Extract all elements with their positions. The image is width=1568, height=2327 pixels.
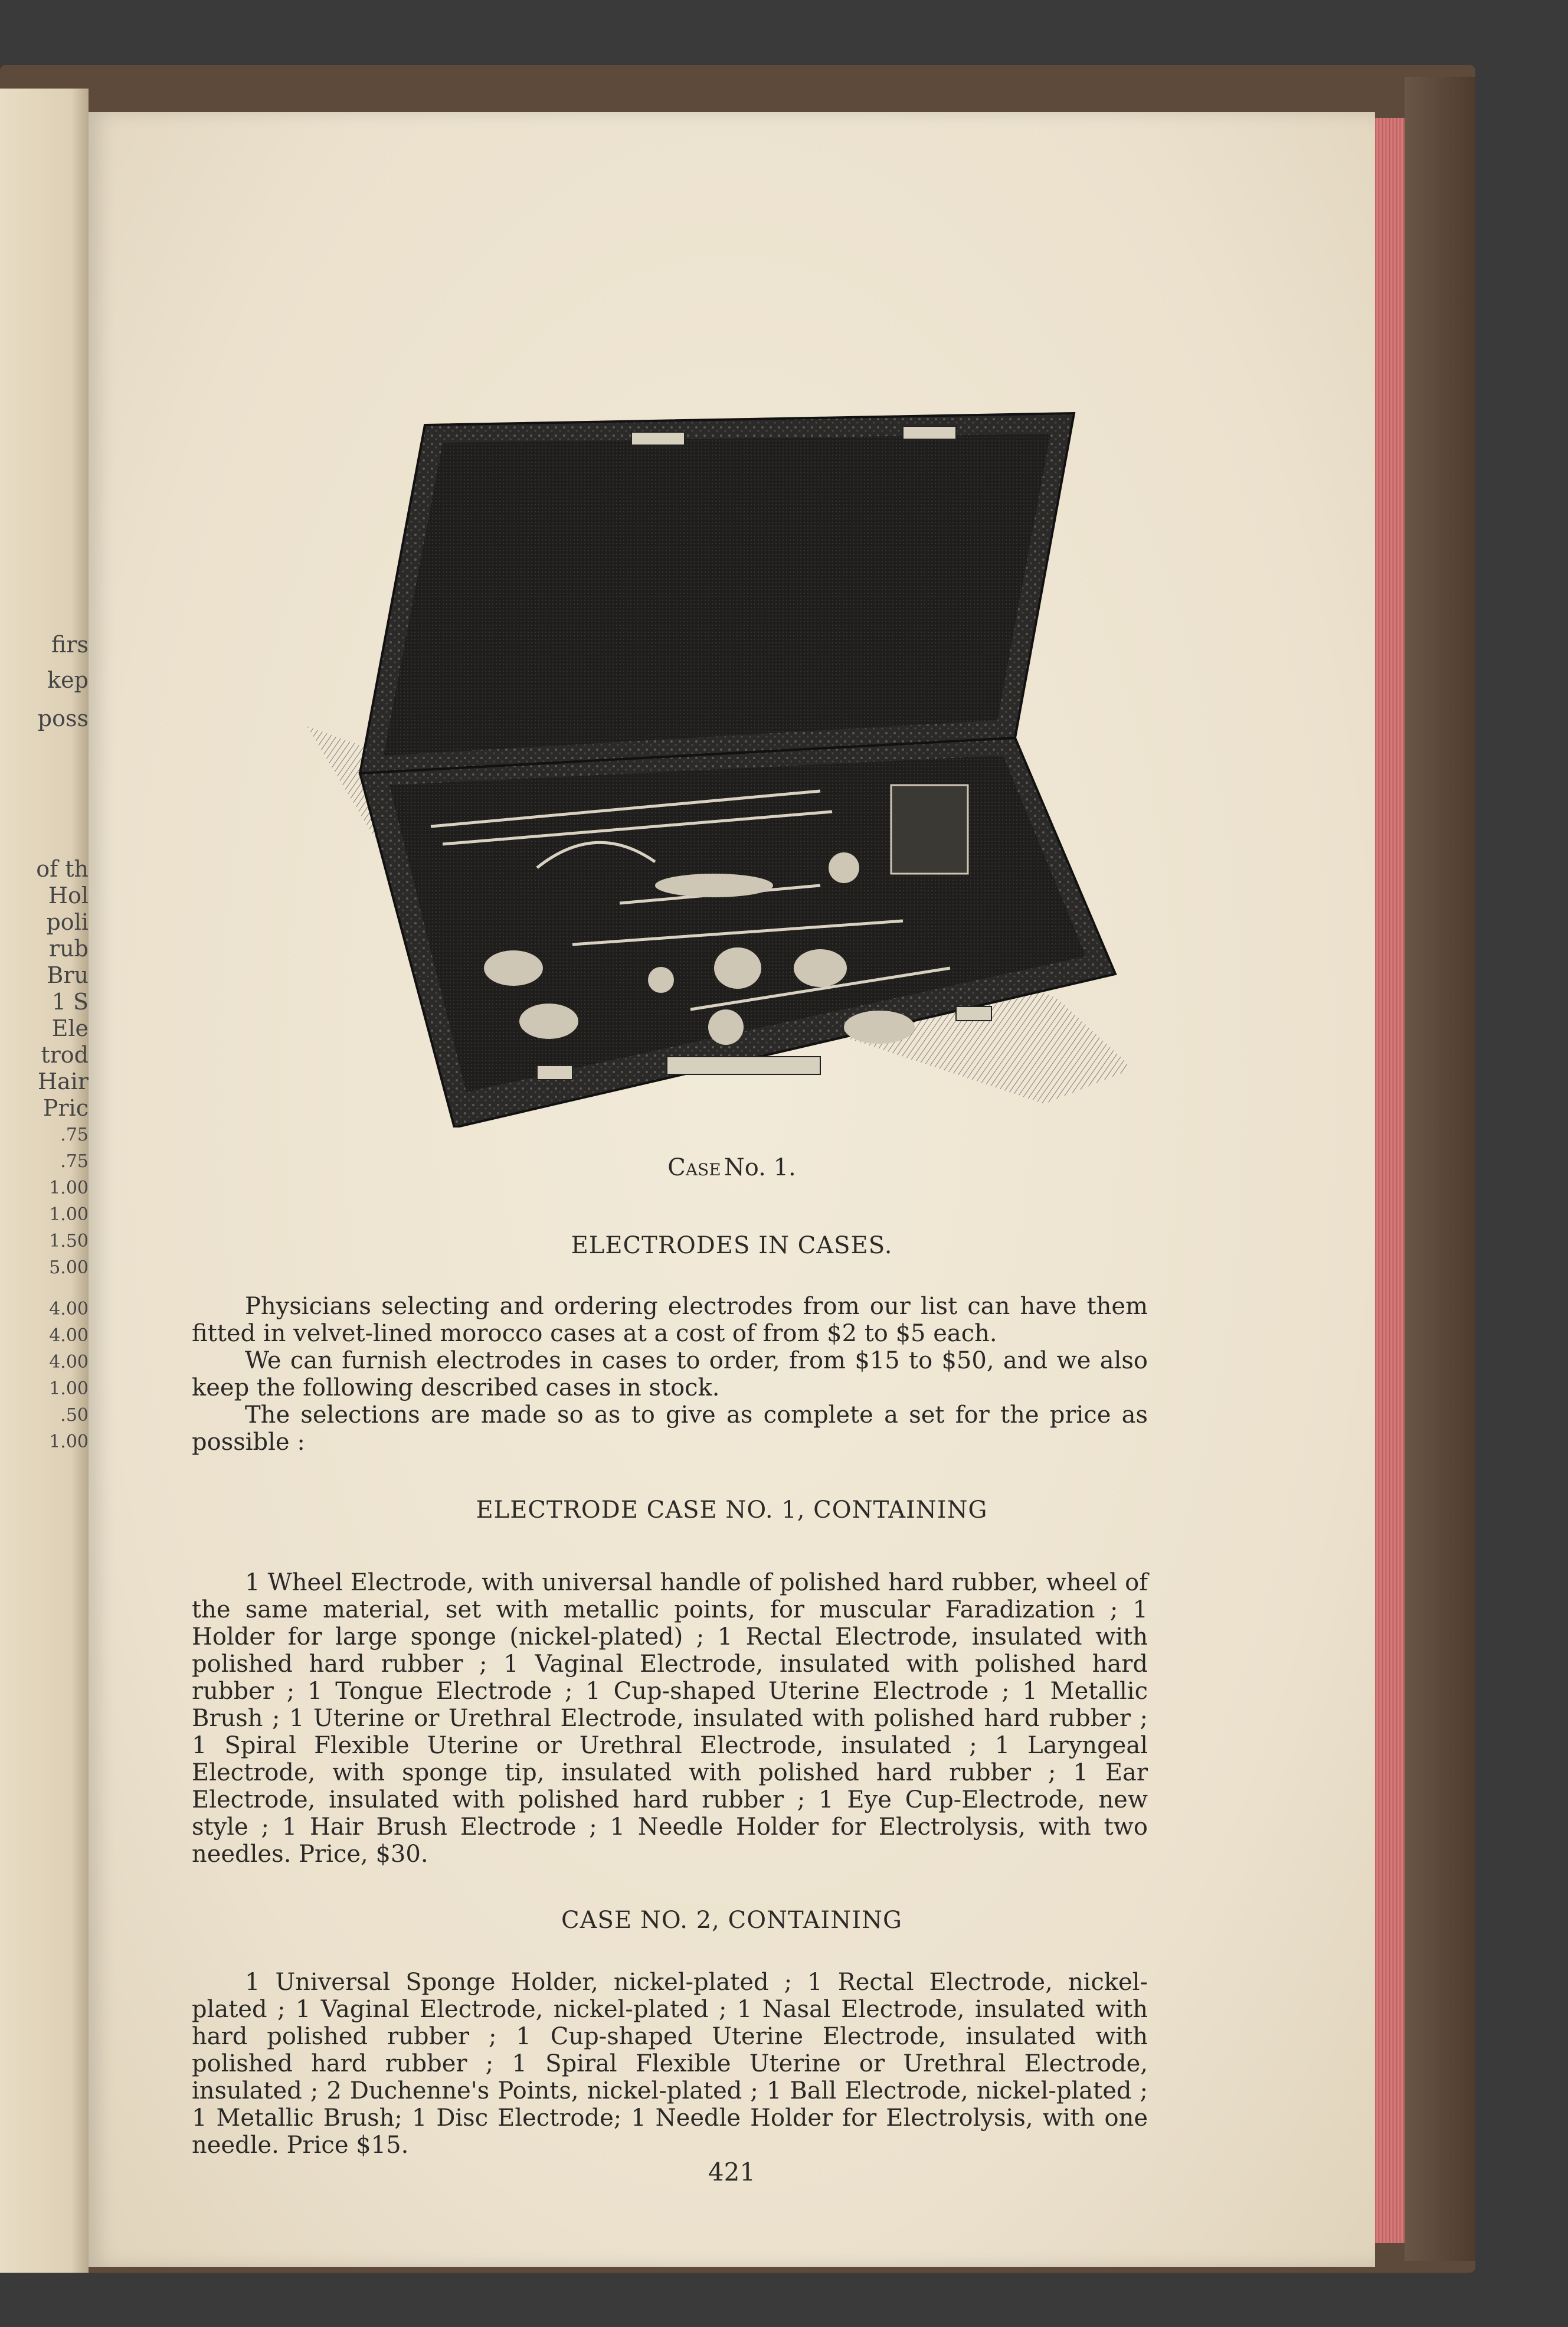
- page-edges: [1372, 118, 1405, 2243]
- intro-paragraph: We can furnish electrodes in cases to order, from $15 to $50, and we also keep the following described cases in stock.: [192, 1347, 1148, 1401]
- intro-text: [192, 1293, 1148, 1456]
- caption-word: Case: [667, 1154, 721, 1181]
- left-fragment: .50: [60, 1405, 89, 1426]
- section-heading-case-2: CASE NO. 2, CONTAINING: [561, 1907, 902, 1934]
- left-fragment: kep: [47, 667, 89, 693]
- left-fragment: trod: [41, 1042, 89, 1068]
- left-fragment: Hol: [48, 883, 89, 908]
- left-fragment: 1.00: [49, 1178, 89, 1198]
- intro-paragraph: Physicians selecting and ordering electrodes from our list can have them fitted in velvet-lined morocco cases at a cost of from $2 to $5 each.: [192, 1293, 1148, 1347]
- left-fragment: Bru: [47, 962, 89, 988]
- left-fragment: 1.00: [49, 1204, 89, 1225]
- caption-number: No. 1.: [724, 1154, 796, 1181]
- left-fragment: of th: [36, 856, 89, 882]
- left-fragment: .75: [60, 1151, 89, 1172]
- left-page-fragment: [0, 89, 89, 2273]
- left-fragment: poli: [46, 909, 89, 935]
- figure-caption: [89, 1154, 1375, 1181]
- book-cover-edge: [1405, 77, 1475, 2261]
- page-number: 421: [708, 2158, 756, 2187]
- intro-paragraph: The selections are made so as to give as complete a set for the price as possible :: [192, 1401, 1148, 1456]
- electrode-case-illustration: [289, 301, 1127, 1127]
- left-fragment: 4.00: [49, 1352, 89, 1372]
- section-heading-case-1: ELECTRODE CASE NO. 1, CONTAINING: [476, 1496, 988, 1524]
- left-fragment: 5.00: [49, 1257, 89, 1278]
- left-fragment: poss: [37, 705, 89, 731]
- left-fragment: 1.00: [49, 1378, 89, 1399]
- left-fragment: 4.00: [49, 1325, 89, 1346]
- case-2-paragraph: 1 Universal Sponge Holder, nickel-plated ; 1 Rectal Electrode, nickel-plated ; 1 Vaginal Electrode, nickel-plated ; 1 Nasal Electrode, insulated with hard polished rubber ; 1 Cup-shaped Uterine Electrode, insulated with polished hard rubber ; 1 Spiral Flexible Uterine or Urethral Electrode, insulated ; 2 Duchenne's Points, nickel-plated ; 1 Ball Electrode, nickel-plated ; 1 Metallic Brush; 1 Disc Electrode; 1 Needle Holder for Electrolysis, with one needle. Price $15.: [192, 1969, 1148, 2159]
- case-1-text: [192, 1569, 1148, 1868]
- case-2-text: [192, 1969, 1148, 2159]
- left-fragment: 4.00: [49, 1299, 89, 1319]
- book-page: [89, 112, 1375, 2267]
- left-fragment: Pric: [42, 1095, 89, 1121]
- left-fragment: .75: [60, 1125, 89, 1145]
- left-fragment: firs: [51, 632, 89, 658]
- left-fragment: 1.50: [49, 1231, 89, 1251]
- case-1-paragraph: 1 Wheel Electrode, with universal handle of polished hard rubber, wheel of the same material, set with metallic points, for muscular Faradization ; 1 Holder for large sponge (nickel-plated) ; 1 Rectal Electrode, insulated with polished hard rubber ; 1 Vaginal Electrode, insulated with polished hard rubber ; 1 Tongue Electrode ; 1 Cup-shaped Uterine Electrode ; 1 Metallic Brush ; 1 Uterine or Urethral Electrode, insulated with polished hard rubber ; 1 Spiral Flexible Uterine or Urethral Electrode, insulated ; 1 Laryngeal Electrode, with sponge tip, insulated with polished hard rubber ; 1 Ear Electrode, insulated with polished hard rubber ; 1 Eye Cup-Electrode, new style ; 1 Hair Brush Electrode ; 1 Needle Holder for Electrolysis, with two needles. Price, $30.: [192, 1569, 1148, 1868]
- left-fragment: rub: [49, 936, 89, 962]
- left-fragment: Ele: [51, 1015, 89, 1041]
- left-fragment: 1.00: [49, 1432, 89, 1452]
- left-fragment: 1 S: [51, 989, 89, 1015]
- left-fragment: Hair: [37, 1068, 89, 1094]
- section-heading-electrodes-in-cases: ELECTRODES IN CASES.: [571, 1232, 893, 1259]
